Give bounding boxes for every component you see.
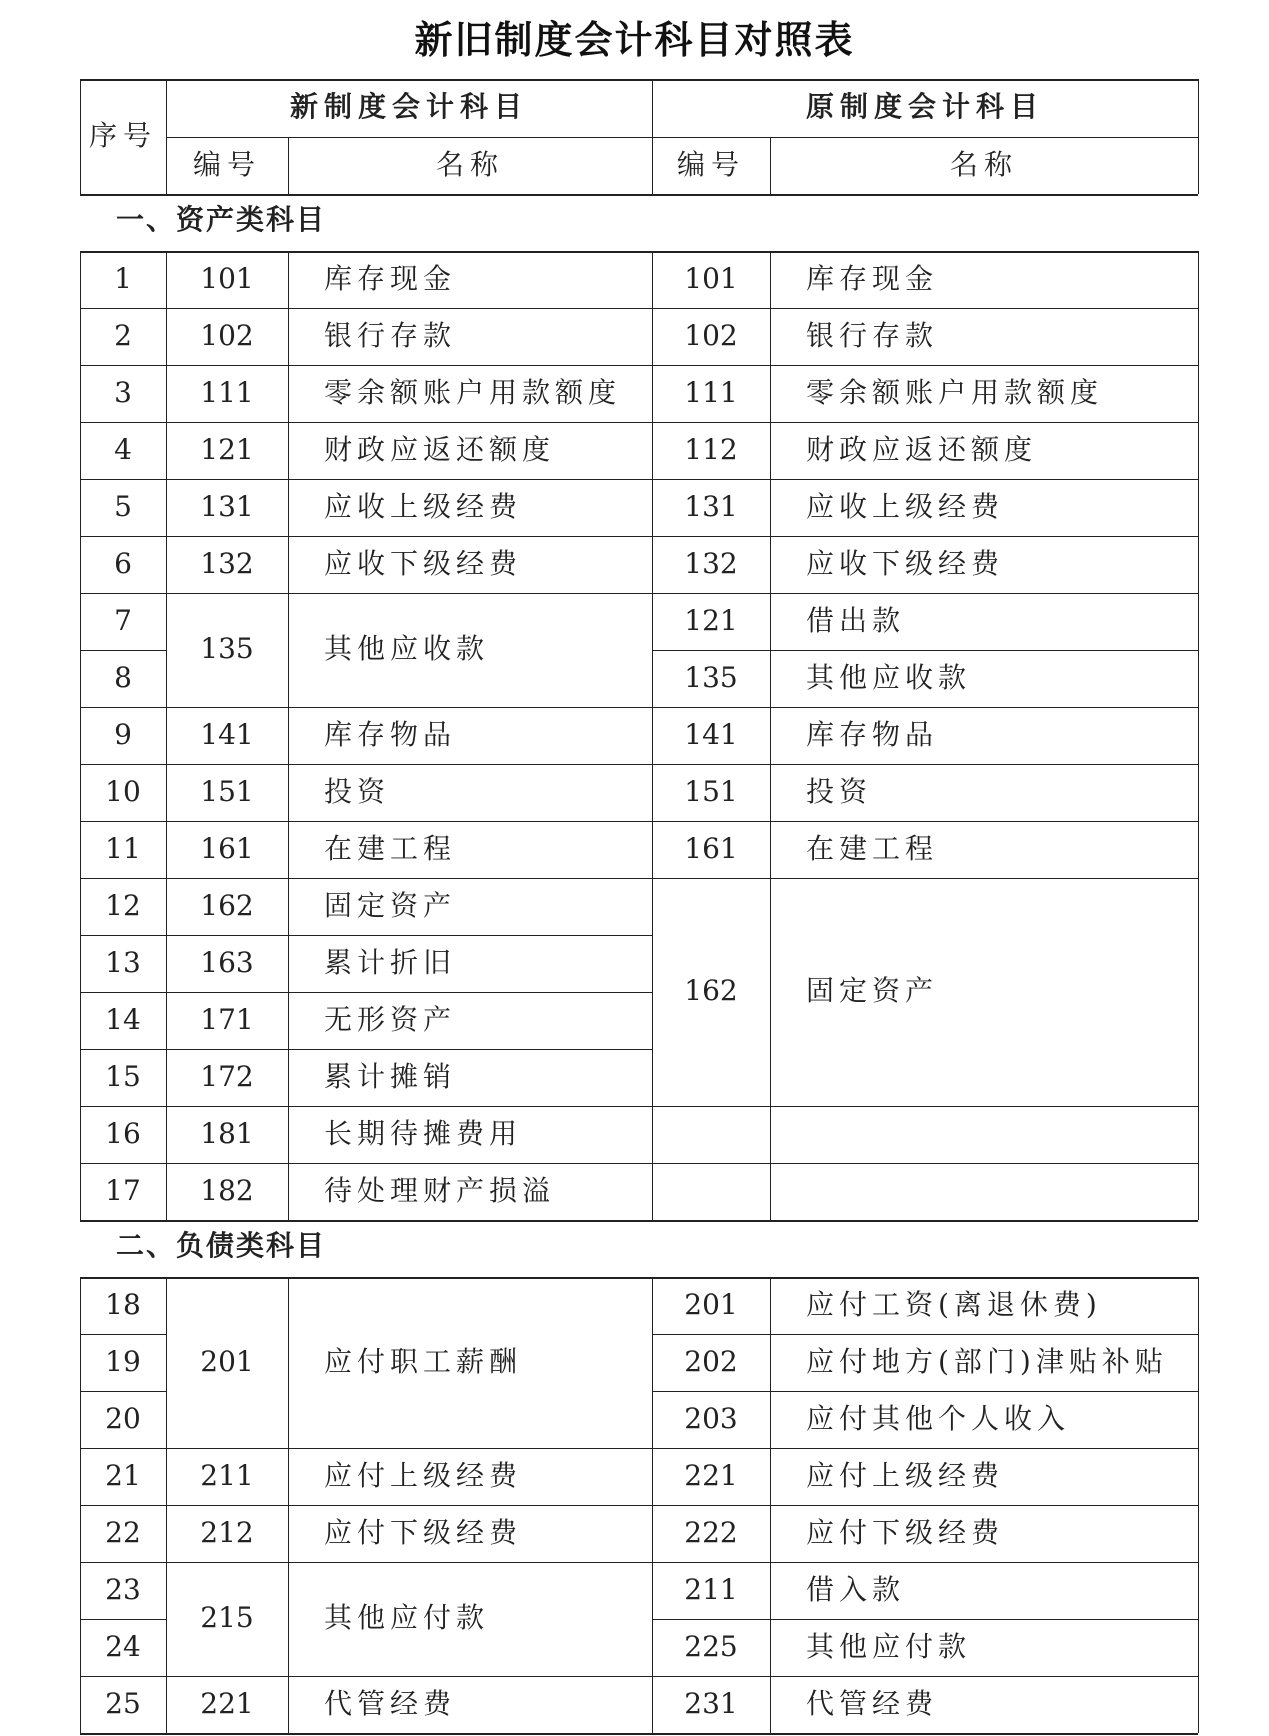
row-rule (80, 821, 166, 822)
old-code: 141 (684, 717, 738, 751)
header-new-code: 编号 (192, 147, 262, 181)
row-rule (652, 479, 1198, 480)
new-code: 163 (200, 945, 254, 979)
row-rule (166, 992, 652, 993)
row-rule (80, 1163, 166, 1164)
row-seq: 12 (105, 888, 141, 922)
new-name: 银行存款 (324, 318, 457, 352)
old-name: 库存现金 (806, 261, 939, 295)
new-name: 待处理财产损溢 (324, 1173, 556, 1207)
old-name: 财政应返还额度 (806, 432, 1038, 466)
row-rule (80, 308, 166, 309)
header-bottom-rule (80, 194, 1198, 196)
row-rule (80, 1106, 166, 1107)
new-code: 151 (200, 774, 254, 808)
row-rule (80, 764, 166, 765)
old-code: 161 (684, 831, 738, 865)
row-rule (80, 1505, 166, 1506)
row-rule (80, 935, 166, 936)
new-code: 141 (200, 717, 254, 751)
old-code: 231 (684, 1686, 738, 1720)
old-code: 101 (684, 261, 738, 295)
new-name: 其他应收款 (324, 632, 490, 665)
old-name: 借出款 (806, 603, 906, 637)
row-seq: 22 (105, 1515, 141, 1549)
new-name: 应收下级经费 (324, 546, 523, 580)
old-name: 银行存款 (806, 318, 939, 352)
row-rule (652, 707, 1198, 708)
row-seq: 11 (105, 831, 141, 865)
row-rule (166, 1676, 652, 1677)
row-rule (166, 878, 652, 879)
row-rule (652, 878, 1198, 879)
section-bottom-rule (80, 251, 1198, 253)
row-seq: 5 (114, 489, 132, 523)
row-rule (80, 365, 166, 366)
old-code: 112 (684, 432, 738, 466)
col-rule (770, 137, 771, 194)
section-assets: 一、资产类科目 (116, 203, 327, 236)
old-code: 135 (684, 660, 738, 694)
row-rule (166, 1049, 652, 1050)
old-code: 203 (684, 1401, 738, 1435)
row-seq: 25 (105, 1686, 141, 1720)
new-name: 库存现金 (324, 261, 457, 295)
new-code: 215 (200, 1601, 254, 1634)
row-seq: 18 (105, 1287, 141, 1321)
old-code: 111 (684, 375, 738, 409)
old-name: 应付上级经费 (806, 1458, 1005, 1492)
new-code: 182 (200, 1173, 254, 1207)
header-mid-rule (166, 137, 1198, 138)
old-name: 在建工程 (806, 831, 939, 865)
col-rule (166, 251, 167, 1220)
new-name: 零余额账户用款额度 (324, 375, 622, 409)
row-rule (166, 1562, 652, 1563)
old-code: 151 (684, 774, 738, 808)
col-rule (166, 1277, 167, 1733)
row-rule (80, 1334, 166, 1335)
row-rule (80, 536, 166, 537)
new-name: 长期待摊费用 (324, 1116, 523, 1150)
old-code: 211 (684, 1572, 738, 1606)
new-name: 应付职工薪酬 (324, 1344, 523, 1378)
new-name: 无形资产 (324, 1002, 457, 1036)
row-rule (166, 1448, 652, 1449)
old-name: 代管经费 (806, 1686, 939, 1720)
old-name: 应收上级经费 (806, 489, 1005, 523)
section-bottom-rule (80, 1277, 1198, 1279)
old-name: 借入款 (806, 1572, 906, 1606)
new-name: 应收上级经费 (324, 489, 523, 523)
col-rule (288, 251, 289, 1220)
row-rule (652, 764, 1198, 765)
row-rule (652, 536, 1198, 537)
col-rule (288, 1277, 289, 1733)
header-old-group: 原制度会计科目 (805, 90, 1045, 123)
section-liabilities: 二、负债类科目 (116, 1229, 327, 1262)
row-rule (80, 1049, 166, 1050)
col-rule (652, 79, 653, 194)
row-seq: 2 (114, 318, 132, 352)
old-name: 应收下级经费 (806, 546, 1005, 580)
new-name: 代管经费 (324, 1686, 457, 1720)
row-seq: 13 (105, 945, 141, 979)
col-rule (288, 137, 289, 194)
old-code: 225 (684, 1629, 738, 1663)
row-rule (166, 707, 652, 708)
new-code: 211 (200, 1458, 254, 1492)
row-rule (80, 707, 166, 708)
row-rule (80, 1619, 166, 1620)
row-rule (652, 1505, 1198, 1506)
col-rule (166, 79, 167, 194)
new-code: 132 (200, 546, 254, 580)
col-rule (80, 1277, 81, 1733)
new-code: 171 (200, 1002, 254, 1036)
row-rule (652, 1106, 1198, 1107)
old-code: 222 (684, 1515, 738, 1549)
row-seq: 4 (114, 432, 132, 466)
new-name: 固定资产 (324, 888, 457, 922)
old-code: 221 (684, 1458, 738, 1492)
old-code: 121 (684, 603, 738, 637)
row-rule (80, 1676, 166, 1677)
col-rule (80, 79, 81, 194)
new-name: 投资 (324, 774, 391, 808)
table-top-rule (80, 79, 1198, 81)
new-code: 161 (200, 831, 254, 865)
row-seq: 24 (105, 1629, 141, 1663)
old-name: 应付下级经费 (806, 1515, 1005, 1549)
col-rule (652, 1277, 653, 1733)
new-code: 102 (200, 318, 254, 352)
new-name: 财政应返还额度 (324, 432, 556, 466)
row-seq: 19 (105, 1344, 141, 1378)
header-old-code: 编号 (676, 147, 746, 181)
col-rule (770, 1277, 771, 1733)
new-name: 应付上级经费 (324, 1458, 523, 1492)
new-code: 172 (200, 1059, 254, 1093)
old-code: 132 (684, 546, 738, 580)
row-rule (166, 764, 652, 765)
old-name: 库存物品 (806, 717, 939, 751)
old-code: 162 (684, 974, 738, 1007)
row-rule (652, 650, 1198, 651)
row-rule (166, 935, 652, 936)
header-seq: 序号 (88, 118, 158, 152)
new-code: 121 (200, 432, 254, 466)
old-name: 应付其他个人收入 (806, 1401, 1071, 1435)
new-code: 162 (200, 888, 254, 922)
row-rule (652, 1676, 1198, 1677)
row-rule (166, 1505, 652, 1506)
col-rule (652, 251, 653, 1220)
row-seq: 1 (114, 261, 132, 295)
new-code: 181 (200, 1116, 254, 1150)
row-seq: 7 (114, 603, 132, 637)
row-seq: 20 (105, 1401, 141, 1435)
new-code: 135 (200, 632, 254, 665)
page-title: 新旧制度会计科目对照表 (414, 18, 855, 62)
row-rule (166, 365, 652, 366)
row-rule (80, 422, 166, 423)
old-name: 零余额账户用款额度 (806, 375, 1104, 409)
row-rule (652, 1619, 1198, 1620)
new-code: 111 (200, 375, 254, 409)
header-new-group: 新制度会计科目 (289, 90, 529, 123)
old-name: 其他应付款 (806, 1629, 972, 1663)
new-name: 累计折旧 (324, 945, 457, 979)
new-name: 应付下级经费 (324, 1515, 523, 1549)
row-rule (166, 593, 652, 594)
row-rule (652, 308, 1198, 309)
row-rule (166, 479, 652, 480)
row-rule (166, 308, 652, 309)
new-name: 库存物品 (324, 717, 457, 751)
new-code: 101 (200, 261, 254, 295)
row-rule (652, 1562, 1198, 1563)
old-code: 102 (684, 318, 738, 352)
row-rule (652, 593, 1198, 594)
old-name: 其他应收款 (806, 660, 972, 694)
old-name: 应付地方(部门)津贴补贴 (806, 1344, 1168, 1378)
row-seq: 14 (105, 1002, 141, 1036)
col-rule (80, 251, 81, 1220)
row-rule (652, 365, 1198, 366)
row-rule (652, 1163, 1198, 1164)
row-rule (166, 1106, 652, 1107)
row-rule (80, 479, 166, 480)
row-rule (652, 1391, 1198, 1392)
old-code: 201 (684, 1287, 738, 1321)
row-rule (80, 878, 166, 879)
col-rule (770, 251, 771, 1220)
row-rule (166, 1163, 652, 1164)
row-seq: 3 (114, 375, 132, 409)
row-seq: 9 (114, 717, 132, 751)
row-rule (652, 422, 1198, 423)
block-bottom-rule (80, 1220, 1198, 1222)
row-rule (80, 992, 166, 993)
old-name: 投资 (806, 774, 873, 808)
row-rule (80, 1391, 166, 1392)
block-bottom-rule (80, 1733, 1198, 1735)
header-new-name: 名称 (435, 147, 505, 181)
new-name: 其他应付款 (324, 1601, 490, 1634)
new-code: 201 (200, 1344, 254, 1378)
col-rule (1198, 251, 1199, 1220)
row-rule (652, 1334, 1198, 1335)
header-old-name: 名称 (949, 147, 1019, 181)
new-name: 在建工程 (324, 831, 457, 865)
row-seq: 6 (114, 546, 132, 580)
row-seq: 15 (105, 1059, 141, 1093)
new-code: 131 (200, 489, 254, 523)
row-rule (652, 1448, 1198, 1449)
row-rule (652, 821, 1198, 822)
old-name: 应付工资(离退休费) (806, 1287, 1102, 1321)
col-rule (1198, 79, 1199, 194)
new-code: 221 (200, 1686, 254, 1720)
row-seq: 23 (105, 1572, 141, 1606)
new-code: 212 (200, 1515, 254, 1549)
row-rule (80, 650, 166, 651)
row-rule (80, 1562, 166, 1563)
col-rule (1198, 1277, 1199, 1733)
row-seq: 21 (105, 1458, 141, 1492)
old-name: 固定资产 (806, 974, 939, 1007)
row-rule (166, 422, 652, 423)
row-seq: 10 (105, 774, 141, 808)
row-rule (80, 1448, 166, 1449)
row-rule (166, 536, 652, 537)
row-seq: 17 (105, 1173, 141, 1207)
old-code: 131 (684, 489, 738, 523)
row-rule (80, 593, 166, 594)
row-seq: 8 (114, 660, 132, 694)
row-seq: 16 (105, 1116, 141, 1150)
old-code: 202 (684, 1344, 738, 1378)
new-name: 累计摊销 (324, 1059, 457, 1093)
row-rule (166, 821, 652, 822)
